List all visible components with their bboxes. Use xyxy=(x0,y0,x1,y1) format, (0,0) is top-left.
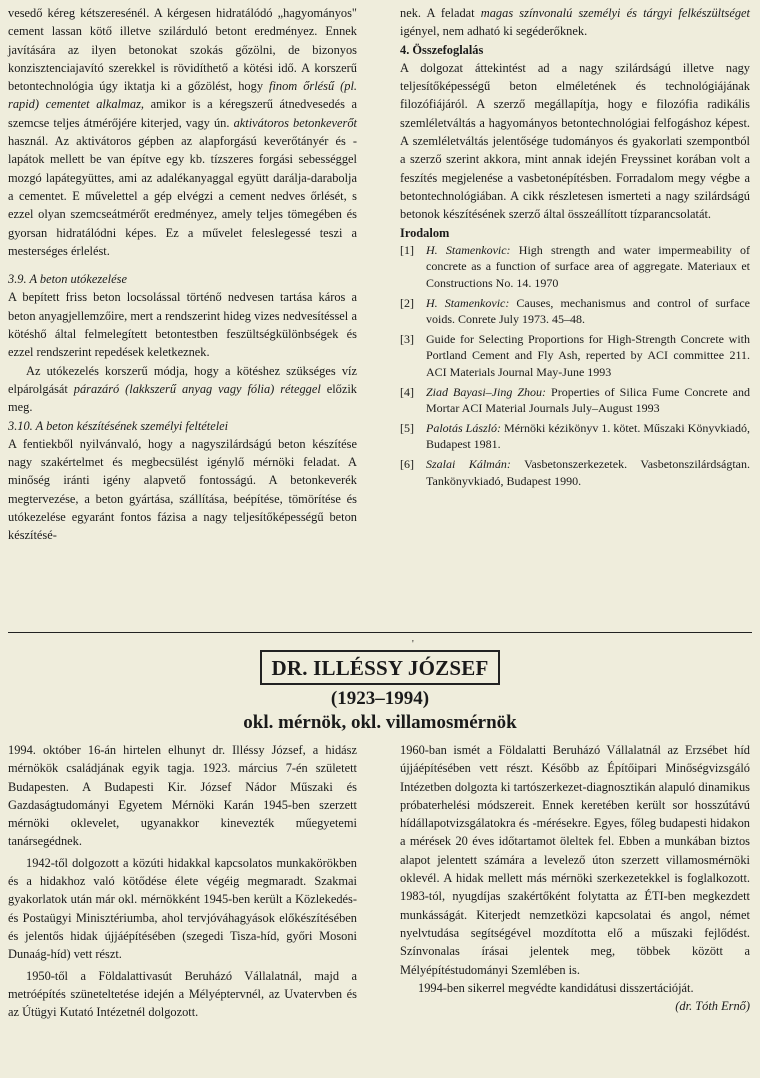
right-column-article xyxy=(400,4,750,492)
section-divider xyxy=(8,632,752,633)
section-heading-3-10: 3.10. A beton készítésének személyi feltételei xyxy=(8,418,229,433)
reference-item: [5] Palotás László: Mérnöki kézikönyv 1. kötet. Műszaki Könyvkiadó, Budapest 1981. xyxy=(400,420,750,452)
reference-item: [3] Guide for Selecting Proportions for High-Strength Concrete with Portland Cement and Fly Ash, reperted by ACI committee 211. ACI Materials Journal May-June 1993 xyxy=(400,331,750,380)
obituary-profession: okl. mérnök, okl. villamosmérnök xyxy=(243,712,517,733)
reference-item: [6] Szalai Kálmán: Vasbetonszerkezetek. Vasbetonszilárdságtan. Tankönyvkiadó, Budapest 1990. xyxy=(400,456,750,488)
obituary-paragraph-5: 1994-ben sikerrel megvédte kandidátusi disszertációját. xyxy=(418,980,694,995)
obituary-paragraph-2: 1942-től dolgozott a közúti hidakkal kapcsolatos munkakörökben és a hidakhoz való kötődése élete végéig megmaradt. Szakmai gyakorlatok után már okl. mérnökként 1945-ben került a Közlekedés- és Postaügyi Minisztériumba, ahol tervjóváhagyások előkészítésében és jelentős hidak újjáépítésében (szegedi Tisza-híd, győri Mosoni Dunaág-híd) vett részt. xyxy=(8,855,357,962)
reference-list xyxy=(400,242,750,489)
left-column-article xyxy=(8,4,357,545)
obituary-years: (1923–1994) xyxy=(330,688,430,709)
obituary-header xyxy=(0,650,760,735)
section-heading-3-9: 3.9. A beton utókezelése xyxy=(8,272,127,287)
reference-item: [1] H. Stamenkovic: High strength and water impermeability of concrete as a function of surface area of aggregate. Materiaux et Constructions No. 14. 1970 xyxy=(400,242,750,291)
section-heading-4: 4. Összefoglalás xyxy=(400,42,484,57)
obituary-paragraph-3: 1950-től a Földalattivasút Beruházó Vállalatnál, majd a metróépítés szüneteltetése idején a Mélyéptervnél, az Uvatervben és az Útügyi Kutató Intézetnél dolgozott. xyxy=(8,968,357,1020)
obituary-name: DR. ILLÉSSY JÓZSEF xyxy=(260,650,501,685)
right-paragraph-1: nek. A feladat magas színvonalú személyi és tárgyi felkészültséget igényel, nem adható ki segéderőknek. xyxy=(400,6,750,39)
divider-mark: ' xyxy=(412,639,414,650)
references-heading: Irodalom xyxy=(400,225,450,240)
obituary-paragraph-4: 1960-ban ismét a Földalatti Beruházó Vállalatnál az Erzsébet híd újjáépítésében vett részt. Később az Építőipari Minőségvizsgáló Intézetben dolgozta ki tartószerkezet-diagnosztikán alapuló dinamikus próbaterhelési módszereit. Ennek keretében került sor hosszútávú hídállapotvizsgálatokra és -mérésekre. Egyes, főleg budapesti hidakon a mérések 20 éves időtartamot öleltek fel. Ebben a munkában biztos alapot jelentett számára a levelező úton szerzett villamosmérnöki oklevél. A hidak mellett más mérnöki szerkezetekkel is foglalkozott. 1983-tól, nyugdíjas szakértőként folytatta az ÉTI-ben megkezdett munkásságát. Kiterjedt nemzetközi kapcsolatai és angol, német nyelvtudása segítségével mozdította elő a műszaki fejlődést. Színvonalas írásai jelentek meg, többek között a Mélyépítéstudományi Szemlében is. xyxy=(400,743,750,977)
obituary-paragraph-1: 1994. október 16-án hirtelen elhunyt dr. Illéssy József, a hidász mérnökök családjának egyik tagja. 1923. március 7-én született Budapesten. A Budapesti Kir. József Nádor Műszaki és Gazdaságtudományi Egyetem Mérnöki Karán 1945-ben szerzett mérnöki oklevelet, ugyanakkor kinevezték műegyetemi tanársegédnek. xyxy=(8,743,357,849)
reference-item: [4] Ziad Bayasi–Jing Zhou: Properties of Silica Fume Concrete and Mortar ACI Material Journals July–August 1993 xyxy=(400,384,751,416)
left-paragraph-2: A bepített friss beton locsolással történő nedvesen tartása káros a beton anyagjellemzőire, mert a rendszerint hideg vizes nedvesítéssel a kötéshő által felmelegített betontestben feszültségkülönbségek és ezzel rendszerint repedések keletkeznek. xyxy=(8,290,357,360)
obituary-left-column xyxy=(8,741,357,1021)
right-paragraph-summary: A dolgozat áttekintést ad a nagy szilárdságú illetve nagy teljesítőképességű beton elméletének és technológiájának filozófiájáról. A szerző megállapítja, hogy e filozófia radikális szemléletváltás a hagyományos betontechnológiai felfogáshoz képest. A szemléletváltás jelentősége tudományos és gyakorlati szempontból a szerző szerint akkora, mint annak idején Freyssinet korában volt a feszítés megjelenése a vasbetonépítésben. Forradalom megy végbe a betontechnológiában. A cikk részletesen ismerteti a nagy szilárdságú betonok készítésének szerző által összeállított tízparancsolatát. xyxy=(400,60,750,222)
left-paragraph-4: A fentiekből nyilvánvaló, hogy a nagyszilárdságú beton készítése nagy szakértelmet és megbecsülést igénylő mérnöki feladat. A minőség iránti igény alapvető fontosságú. A betonkeverék megtervezése, a beton gyártása, szállítása, beépítése, tömörítése és utókezelése egyaránt fontos fázisa a nagy teljesítőképességű beton készítésé- xyxy=(8,436,357,543)
left-paragraph-1: vesedő kéreg kétszeresénél. A kérgesen hidratálódó „hagyományos" cement lassan kötő illetve szilárduló betont eredményez. Ennek javítására az ilyen betonokat szokás gőzölni, de bizonyos konzisztenciajavító szerekkel is rövidíthető a kötési idő. A korszerű betontechnológia úgy iktatja ki a gőzölést, hogy finom őrlésű (pl. rapid) cementet alkalmaz, amikor is a kéregszerű átnedvesedés a szemcse teljes átmérőjére kiterjed, vagy ún. aktivátoros betonkeverőt használ. Az aktivátoros gépben az alapforgású keverőtányér és -lapátok mellett be van építve egy kb. tízszeres forgási sebességgel mozgó lapátegyüttes, ami az adalékanyaggal együtt darálja-darabolja a cementet. E művelettel a gép elvégzi a cement nedves őrlését, s ezzel olyan szemcseátmérőt eredményez, amely teljes tömegében és gyorsan hidratálódni képes. Ez a művelet feleslegessé teszi a mesterséges érlelést. xyxy=(8,6,358,258)
obituary-right-column xyxy=(400,741,750,1015)
obituary-signature: (dr. Tóth Ernő) xyxy=(675,999,750,1014)
left-paragraph-3: Az utókezelés korszerű módja, hogy a kötéshez szükséges víz elpárolgását párazáró (lakkszerű anyag vagy fólia) réteggel előzik meg. xyxy=(8,363,357,415)
reference-item: [2] H. Stamenkovic: Causes, mechanismus and control of surface voids. Conrete July 1973. 45–48. xyxy=(400,295,750,327)
